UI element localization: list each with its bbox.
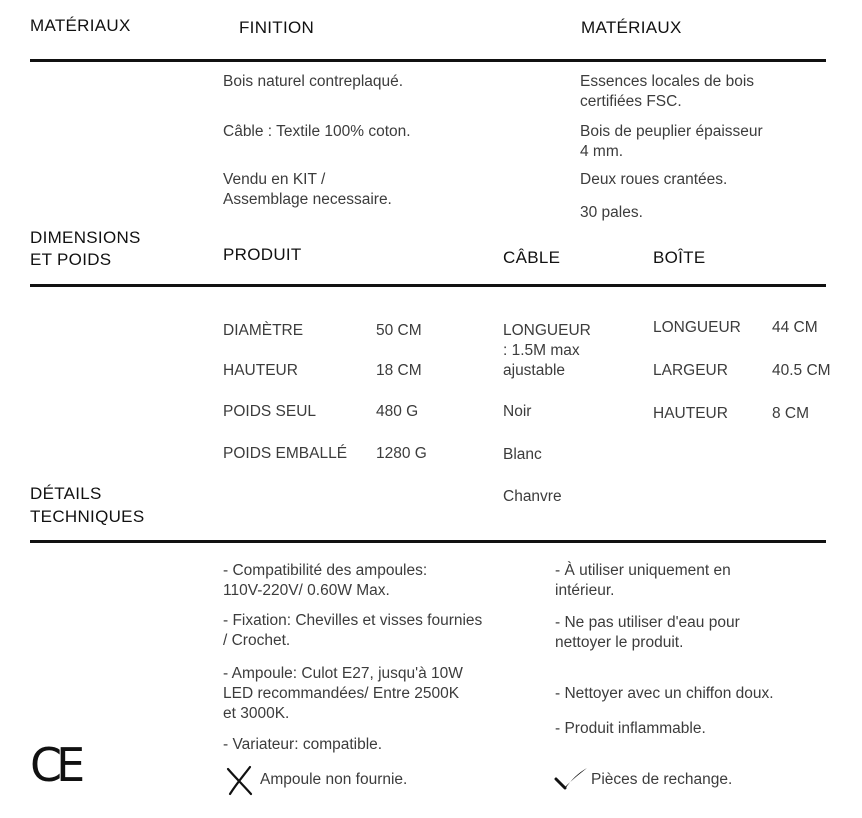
details-item: - Nettoyer avec un chiffon doux. — [555, 685, 774, 702]
materiaux-item: 30 pales. — [580, 204, 643, 221]
cable-color: Blanc — [503, 446, 542, 463]
boite-label: HAUTEUR — [653, 405, 728, 422]
materiaux-item: Deux roues crantées. — [580, 171, 728, 188]
boite-header: BOÎTE — [653, 248, 706, 267]
details-item: et 3000K. — [223, 705, 290, 722]
materiaux-item: certifiées FSC. — [580, 93, 682, 110]
produit-label: DIAMÈTRE — [223, 322, 304, 339]
finition-item: Assemblage necessaire. — [223, 191, 392, 208]
materiaux-item: Bois de peuplier épaisseur — [580, 123, 763, 140]
details-item: / Crochet. — [223, 632, 291, 649]
produit-label: HAUTEUR — [223, 362, 298, 379]
cable-text: LONGUEUR — [503, 322, 591, 339]
boite-value: 40.5 CM — [772, 362, 831, 379]
check-icon — [554, 766, 588, 792]
materiaux-header: MATÉRIAUX — [581, 18, 682, 37]
boite-value: 44 CM — [772, 319, 818, 336]
details-item: 110V-220V/ 0.60W Max. — [223, 582, 390, 599]
materiaux-item: Essences locales de bois — [580, 73, 755, 90]
divider — [30, 59, 826, 62]
details-item: - Produit inflammable. — [555, 720, 706, 737]
ce-mark: CE — [30, 738, 80, 792]
materials-side-header: MATÉRIAUX — [30, 16, 131, 35]
details-side-header: TECHNIQUES — [30, 507, 145, 526]
produit-value: 1280 G — [376, 445, 427, 462]
produit-value: 50 CM — [376, 322, 422, 339]
cable-text: ajustable — [503, 362, 566, 379]
cable-text: : 1.5M max — [503, 342, 580, 359]
cross-icon — [224, 764, 256, 796]
details-item: - Variateur: compatible. — [223, 736, 383, 753]
cable-header: CÂBLE — [503, 248, 561, 267]
details-item: - Compatibilité des ampoules: — [223, 562, 428, 579]
cable-color: Noir — [503, 403, 532, 420]
produit-value: 480 G — [376, 403, 419, 420]
divider — [30, 284, 826, 287]
spare-parts-note: Pièces de rechange. — [591, 771, 733, 788]
dimensions-side-header: DIMENSIONS — [30, 228, 141, 247]
produit-label: POIDS SEUL — [223, 403, 317, 420]
details-item: LED recommandées/ Entre 2500K — [223, 685, 460, 702]
boite-label: LARGEUR — [653, 362, 728, 379]
details-item: - À utiliser uniquement en — [555, 562, 731, 579]
finition-item: Câble : Textile 100% coton. — [223, 123, 411, 140]
cable-color: Chanvre — [503, 488, 562, 505]
finition-item: Bois naturel contreplaqué. — [223, 73, 404, 90]
finition-item: Vendu en KIT / — [223, 171, 326, 188]
produit-value: 18 CM — [376, 362, 422, 379]
details-item: - Ampoule: Culot E27, jusqu'à 10W — [223, 665, 463, 682]
dimensions-side-header: ET POIDS — [30, 250, 112, 269]
divider — [30, 540, 826, 543]
details-item: intérieur. — [555, 582, 615, 599]
details-item: - Fixation: Chevilles et visses fournies — [223, 612, 483, 629]
no-bulb-note: Ampoule non fournie. — [260, 771, 408, 788]
details-side-header: DÉTAILS — [30, 484, 102, 503]
boite-value: 8 CM — [772, 405, 810, 422]
produit-header: PRODUIT — [223, 245, 302, 264]
boite-label: LONGUEUR — [653, 319, 741, 336]
details-item: - Ne pas utiliser d'eau pour — [555, 614, 740, 631]
materiaux-item: 4 mm. — [580, 143, 624, 160]
produit-label: POIDS EMBALLÉ — [223, 445, 348, 462]
details-item: nettoyer le produit. — [555, 634, 684, 651]
finition-header: FINITION — [239, 18, 315, 37]
